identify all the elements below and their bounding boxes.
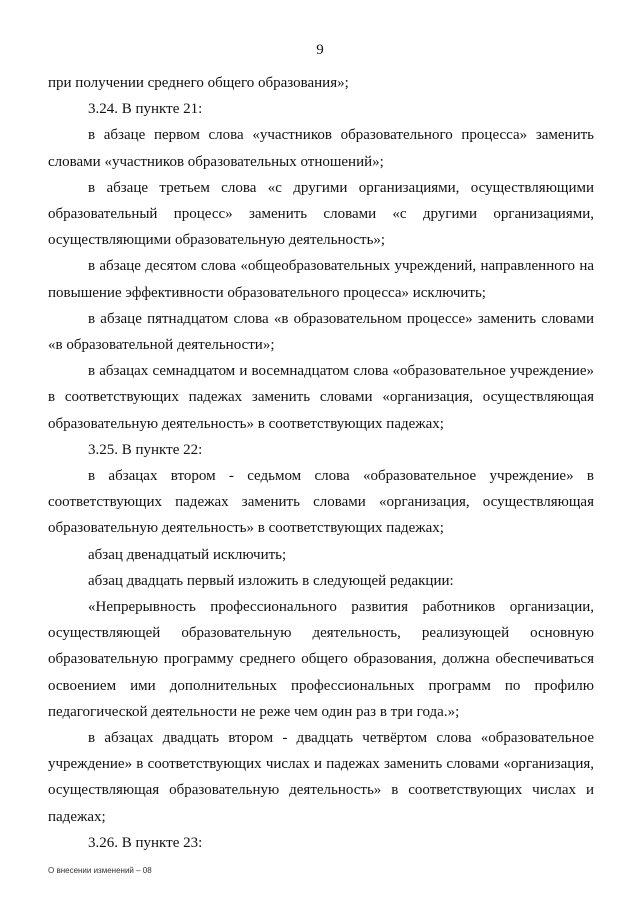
paragraph: в абзаце первом слова «участников образовательного процесса» заменить словами «участников образовательных отношений»; [48,127,594,170]
section-heading-3-26: 3.26. В пункте 23: [88,834,203,851]
footer-note: О внесении изменений – 08 [48,866,152,875]
section-heading-3-25: 3.25. В пункте 22: [88,441,203,458]
page-number: 9 [316,42,324,58]
document-body [48,70,594,856]
paragraph: в абзацах семнадцатом и восемнадцатом слова «образовательное учреждение» в соответствующих падежах заменить словами «организация, осуществляющая образовательную деятельность» в соответствующих падежах; [48,363,594,432]
paragraph: в абзацах двадцать втором - двадцать четвёртом слова «образовательное учреждение» в соответствующих числах и падежах заменить словами «организация, осуществляющая образовательную деятельность» в соответствующих числах и падежах; [48,730,594,825]
paragraph-continuation: при получении среднего общего образования»; [48,75,349,91]
paragraph: в абзаце пятнадцатом слова «в образовательном процессе» заменить словами «в образовательной деятельности»; [48,310,594,354]
paragraph: в абзаце десятом слова «общеобразовательных учреждений, направленного на повышение эффективности образовательного процесса» исключить; [48,258,594,301]
paragraph: абзац двадцать первый изложить в следующей редакции: [88,572,454,589]
paragraph: в абзаце третьем слова «с другими организациями, осуществляющими образовательный процесс» заменить словами «с другими организациями, осуществляющими образовательную деятельность»; [48,179,594,249]
paragraph: абзац двенадцатый исключить; [88,546,287,563]
quoted-paragraph: «Непрерывность профессионального развития работников организации, осуществляющей образовательную деятельность, реализующей основную образовательную программу среднего общего образования, должна обеспечиваться освоением ими дополнительных профессиональных программ по профилю педагогической деятельности не реже чем один раз в три года.»; [48,599,594,720]
section-heading-3-24: 3.24. В пункте 21: [88,101,203,118]
paragraph: в абзацах втором - седьмом слова «образовательное учреждение» в соответствующих падежах заменить словами «организация, осуществляющая образовательную деятельность» в соответствующих падежах; [48,468,594,537]
